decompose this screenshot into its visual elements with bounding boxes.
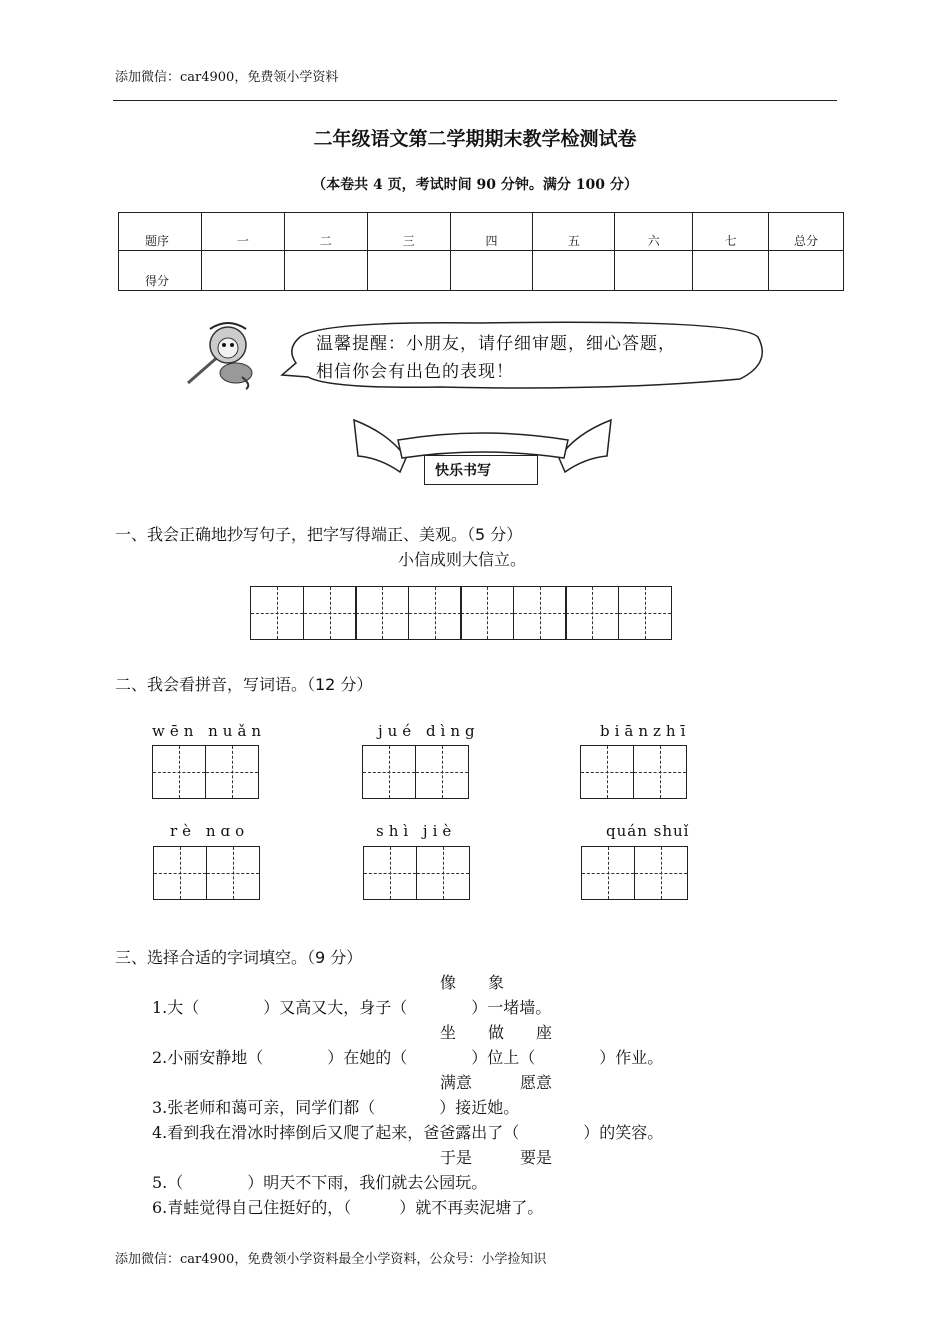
score-header-cell: 四 [450,213,533,251]
writing-cell[interactable] [581,846,635,900]
writing-cell[interactable] [206,846,260,900]
pinyin-label: biānzhī [600,722,691,740]
score-header-cell: 三 [367,213,450,251]
writing-cell[interactable] [416,846,470,900]
monkey-mascot-icon [188,323,252,389]
score-blank-cell [284,251,367,291]
word-options: 像 象 [440,973,505,992]
pinyin-label: jué dìng [378,722,480,740]
writing-cell[interactable] [363,846,417,900]
writing-cell[interactable] [633,745,687,799]
writing-cell[interactable] [634,846,688,900]
page-subtitle: （本卷共 4 页，考试时间 90 分钟。满分 100 分） [312,177,638,193]
header-divider [113,100,837,101]
score-value-row [119,251,844,291]
reminder-line: 相信你会有出色的表现！ [316,362,514,382]
pinyin-writing-grid[interactable] [363,846,470,900]
reminder-text [316,330,676,386]
writing-cell[interactable] [460,586,514,640]
section1-writing-grid[interactable] [250,586,672,640]
pinyin-label: shì jiè [376,822,457,840]
writing-cell[interactable] [153,846,207,900]
fill-blank-item: 3.张老师和蔼可亲，同学们都（ ）接近她。 [152,1098,520,1117]
score-row-label: 得分 [119,251,202,291]
section1-question: 一、我会正确地抄写句子，把字写得端正、美观。（5 分） [115,525,523,544]
score-header-cell: 一 [201,213,284,251]
pinyin-label: wēn nuǎn [152,722,267,740]
score-header-cell: 七 [693,213,769,251]
score-blank-cell [533,251,615,291]
writing-cell[interactable] [355,586,409,640]
score-blank-cell [769,251,844,291]
word-options: 坐 做 座 [440,1023,553,1042]
writing-cell[interactable] [415,745,469,799]
reminder-line: 温馨提醒：小朋友，请仔细审题，细心答题， [316,334,676,354]
writing-cell[interactable] [250,586,304,640]
score-blank-cell [367,251,450,291]
word-options: 满意 愿意 [440,1073,553,1092]
pinyin-writing-grid[interactable] [362,745,469,799]
fill-blank-item: 1.大（ ）又高又大，身子（ ）一堵墙。 [152,998,552,1017]
score-header-cell: 六 [615,213,693,251]
score-header-cell: 二 [284,213,367,251]
section3-question: 三、选择合适的字词填空。（9 分） [115,948,363,967]
fill-blank-item: 4.看到我在滑冰时摔倒后又爬了起来，爸爸露出了（ ）的笑容。 [152,1123,664,1142]
writing-cell[interactable] [618,586,672,640]
writing-cell[interactable] [565,586,619,640]
score-header-row [119,213,844,251]
page-title: 二年级语文第二学期期末教学检测试卷 [313,128,637,150]
writing-cell[interactable] [408,586,462,640]
footer-note: 添加微信：car4900，免费领小学资料最全小学资料，公众号：小学捡知识 [115,1252,547,1267]
writing-cell[interactable] [580,745,634,799]
score-blank-cell [450,251,533,291]
score-table [118,212,844,291]
fill-blank-item: 2.小丽安静地（ ）在她的（ ）位上（ ）作业。 [152,1048,664,1067]
pinyin-writing-grid[interactable] [152,745,259,799]
section2-question: 二、我会看拼音，写词语。（12 分） [115,675,373,694]
word-options: 于是 要是 [440,1148,553,1167]
fill-blank-item: 6.青蛙觉得自己住挺好的，（ ）就不再卖泥塘了。 [152,1198,544,1217]
score-blank-cell [693,251,769,291]
pinyin-writing-grid[interactable] [580,745,687,799]
pinyin-writing-grid[interactable] [153,846,260,900]
pinyin-label: quán shuǐ [606,822,690,840]
fill-blank-item: 5.（ ）明天不下雨，我们就去公园玩。 [152,1173,488,1192]
pinyin-writing-grid[interactable] [581,846,688,900]
writing-cell[interactable] [303,586,357,640]
score-blank-cell [201,251,284,291]
writing-cell[interactable] [205,745,259,799]
section1-sentence: 小信成则大信立。 [398,550,527,569]
writing-cell[interactable] [152,745,206,799]
score-header-cell: 五 [533,213,615,251]
score-blank-cell [615,251,693,291]
writing-cell[interactable] [513,586,567,640]
header-note: 添加微信：car4900，免费领小学资料 [115,70,339,85]
score-header-cell: 题序 [119,213,202,251]
pinyin-label: rè nɑo [170,822,250,840]
banner-label: 快乐书写 [424,455,538,485]
writing-cell[interactable] [362,745,416,799]
score-header-cell: 总分 [769,213,844,251]
